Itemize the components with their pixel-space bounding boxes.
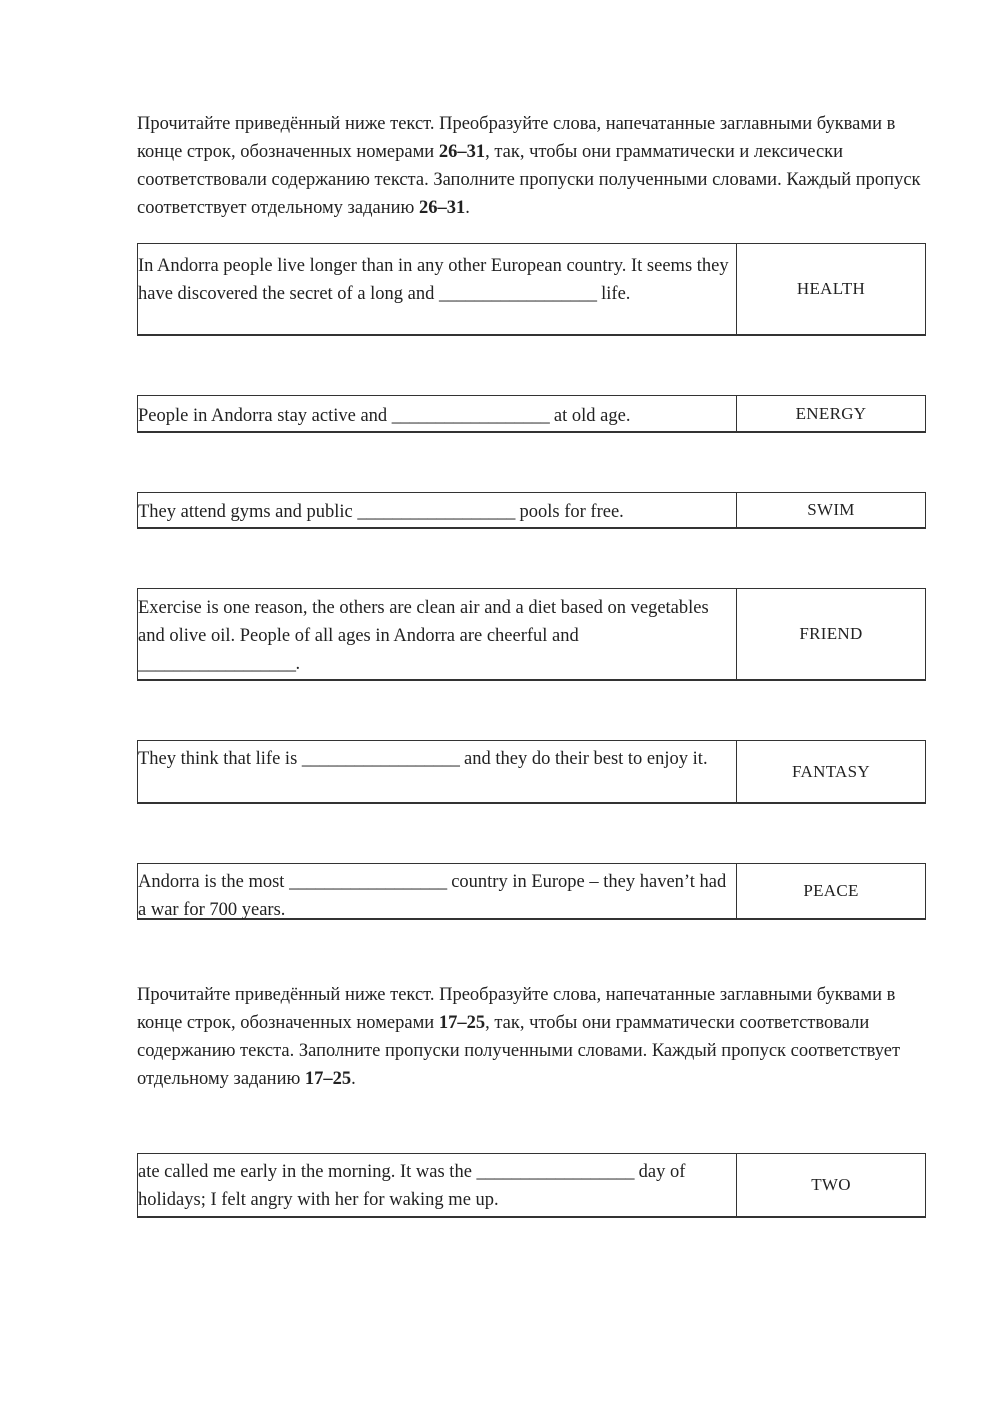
task-row-swim — [137, 492, 926, 529]
task-range: 17–25 — [438, 1013, 486, 1033]
task-sentence: In Andorra people live longer than in any other European country. It seems they have discovered the secret of a long and __________________ life. — [138, 244, 737, 334]
task-range: 26–31 — [418, 198, 466, 218]
task-row-health — [137, 243, 926, 336]
task-range: 17–25 — [304, 1069, 352, 1089]
word-to-transform: FANTASY — [792, 761, 870, 781]
task-sentence: People in Andorra stay active and __________________ at old age. — [138, 396, 737, 431]
answer-blank[interactable]: __________________ — [476, 1162, 635, 1182]
task-row-peace — [137, 863, 926, 920]
instruction-text: , так, чтобы они грамматически соответствовали содержанию текста. Заполните пропуски полученными словами. Каждый пропуск соответствует отдельному заданию — [137, 1013, 901, 1089]
task-row-friend — [137, 588, 926, 681]
answer-blank[interactable]: __________________ — [138, 654, 296, 674]
instruction-text: , так, чтобы они грамматически и лексически соответствовали содержанию текста. Заполните пропуски полученными словами. Каждый пропуск соответствует отдельному заданию — [137, 142, 921, 218]
word-to-transform: TWO — [811, 1175, 851, 1194]
instruction-text: Прочитайте приведённый ниже текст. Преобразуйте слова, напечатанные заглавными буквами в конце строк, обозначенных номерами — [137, 114, 896, 162]
instruction-paragraph-2 — [137, 981, 927, 1093]
answer-blank[interactable]: __________________ — [289, 872, 447, 892]
instruction-text: . — [351, 1069, 356, 1089]
word-to-transform: FRIEND — [799, 624, 863, 643]
word-to-transform: PEACE — [803, 881, 859, 900]
instruction-paragraph-1 — [137, 110, 927, 222]
task-sentence: They attend gyms and public __________________ pools for free. — [138, 493, 737, 527]
answer-blank[interactable]: __________________ — [301, 749, 460, 769]
instruction-text: . — [465, 198, 470, 218]
answer-blank[interactable]: __________________ — [439, 284, 597, 304]
word-to-transform: ENERGY — [795, 403, 867, 423]
word-to-transform: HEALTH — [796, 279, 866, 298]
task-sentence: ate called me early in the morning. It was the __________________ day of holidays; I felt angry with her for waking me up. — [138, 1154, 737, 1216]
task-sentence: Andorra is the most __________________ country in Europe – they haven’t had a war for 700 years. — [138, 864, 737, 918]
task-sentence: Exercise is one reason, the others are clean air and a diet based on vegetables and olive oil. People of all ages in Andorra are cheerful and __________________. — [138, 589, 737, 679]
answer-blank[interactable]: __________________ — [391, 406, 550, 426]
task-row-two — [137, 1153, 926, 1218]
task-row-energy — [137, 395, 926, 433]
task-sentence: They think that life is __________________ and they do their best to enjoy it. — [138, 741, 737, 802]
word-to-transform: SWIM — [807, 500, 855, 519]
instruction-text: Прочитайте приведённый ниже текст. Преобразуйте слова, напечатанные заглавными буквами в конце строк, обозначенных номерами — [137, 985, 896, 1033]
task-row-fantasy — [137, 740, 926, 804]
task-range: 26–31 — [438, 142, 486, 162]
answer-blank[interactable]: __________________ — [357, 502, 515, 522]
